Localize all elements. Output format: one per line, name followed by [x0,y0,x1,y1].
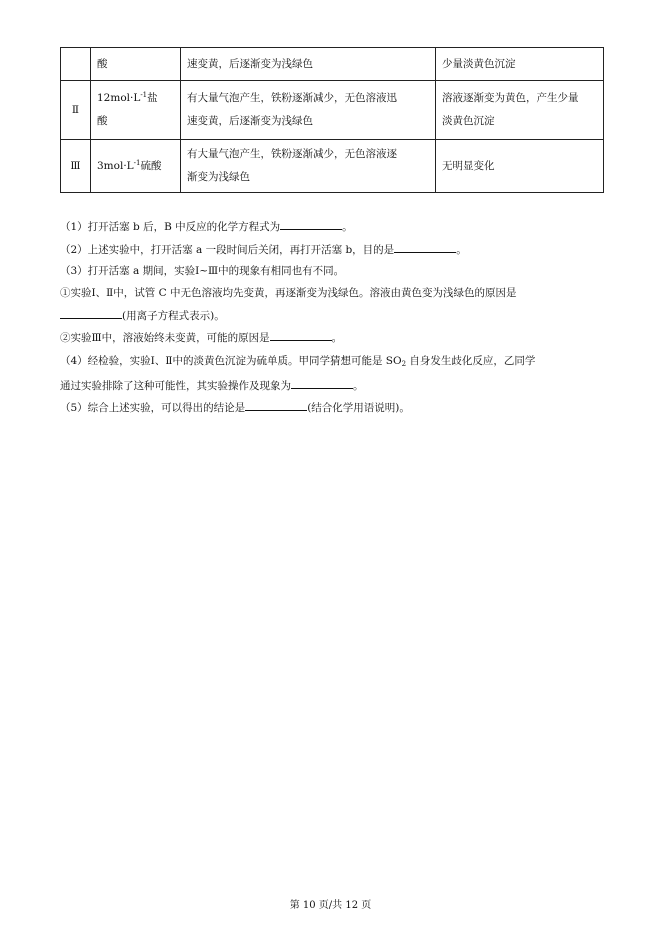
reagent-name: 盐 [147,92,158,104]
answer-blank [60,307,122,319]
phenomenon-c-cell: 无明显变化 [436,140,604,193]
reagent-name: 硫酸 [140,159,162,172]
answer-blank [280,218,342,230]
question-text: （5）综合上述实验，可以得出的结论是 [60,402,246,414]
question-3-1 [60,285,517,300]
page-footer: 第 10 页/共 12 页 [289,900,372,911]
question-text: （2）上述实验中，打开活塞 a 一段时间后关闭，再打开活塞 b，目的是 [60,244,395,256]
question-text: 自身发生歧化反应，乙同学 [406,355,536,367]
question-2 [60,241,467,257]
answer-blank [245,399,307,411]
phenomenon-text: 有大量气泡产生，铁粉逐渐减少，无色溶液逐 [187,148,397,160]
question-text: 通过实验排除了这种可能性，其实验操作及现象为 [60,380,291,392]
phenomenon-text: 渐变为浅绿色 [187,171,250,183]
reagent-cell [91,81,181,140]
question-text: 。 [353,380,364,392]
question-5 [60,399,410,415]
question-3-2 [60,329,342,345]
table-row [61,48,604,81]
phenomenon-text: 溶液逐渐变为黄色，产生少量 [442,92,579,104]
question-text: (结合化学用语说明)。 [307,402,410,414]
phenomenon-text: 速变黄，后逐渐变为浅绿色 [187,115,313,127]
question-4 [60,353,535,368]
reagent-cell: 酸 [91,48,181,81]
answer-blank [394,241,456,253]
row-number-cell [61,48,91,81]
question-4-continued [60,377,364,393]
table-row [61,140,604,193]
phenomenon-text: 有大量气泡产生，铁粉逐渐减少，无色溶液迅 [187,92,397,104]
question-text: 。 [456,244,467,256]
question-text: （1）打开活塞 b 后，B 中反应的化学方程式为 [60,221,281,233]
table-row [61,81,604,140]
phenomenon-b-cell [181,140,436,193]
answer-blank [291,377,353,389]
experiment-table [60,47,604,193]
question-text: (用离子方程式表示)。 [122,310,225,322]
reagent-cell [91,140,181,193]
reagent-name: 酸 [97,115,108,127]
reagent-exponent: -1 [140,91,148,99]
question-text: ①实验Ⅰ、Ⅱ中，试管 C 中无色溶液均先变黄，再逐渐变为浅绿色。溶液由黄色变为浅绿色的原因是 [60,287,517,299]
phenomenon-b-cell [181,81,436,140]
subscript: 2 [401,360,407,368]
answer-blank [270,329,332,341]
question-text: ②实验Ⅲ中，溶液始终未变黄，可能的原因是 [60,332,270,344]
question-text: 。 [342,221,353,233]
reagent-concentration: 3mol·L [97,159,134,172]
phenomenon-c-cell [436,81,604,140]
phenomenon-text: 淡黄色沉淀 [442,115,495,127]
reagent-exponent: -1 [133,158,141,167]
phenomenon-c-cell: 少量淡黄色沉淀 [436,48,604,81]
question-text: （3）打开活塞 a 期间，实验Ⅰ~Ⅲ中的现象有相同也有不同。 [60,265,345,277]
question-text: 。 [331,332,343,344]
row-number-cell: Ⅱ [61,81,91,140]
phenomenon-b-cell: 速变黄，后逐渐变为浅绿色 [181,48,436,81]
row-number-cell: Ⅲ [61,140,91,193]
reagent-concentration: 12mol·L [97,92,141,104]
question-3-1-continued [60,307,225,323]
question-1 [60,218,353,234]
question-3 [60,263,344,278]
question-text: （4）经检验，实验Ⅰ、Ⅱ中的淡黄色沉淀为硫单质。甲同学猜想可能是 SO [60,355,402,367]
